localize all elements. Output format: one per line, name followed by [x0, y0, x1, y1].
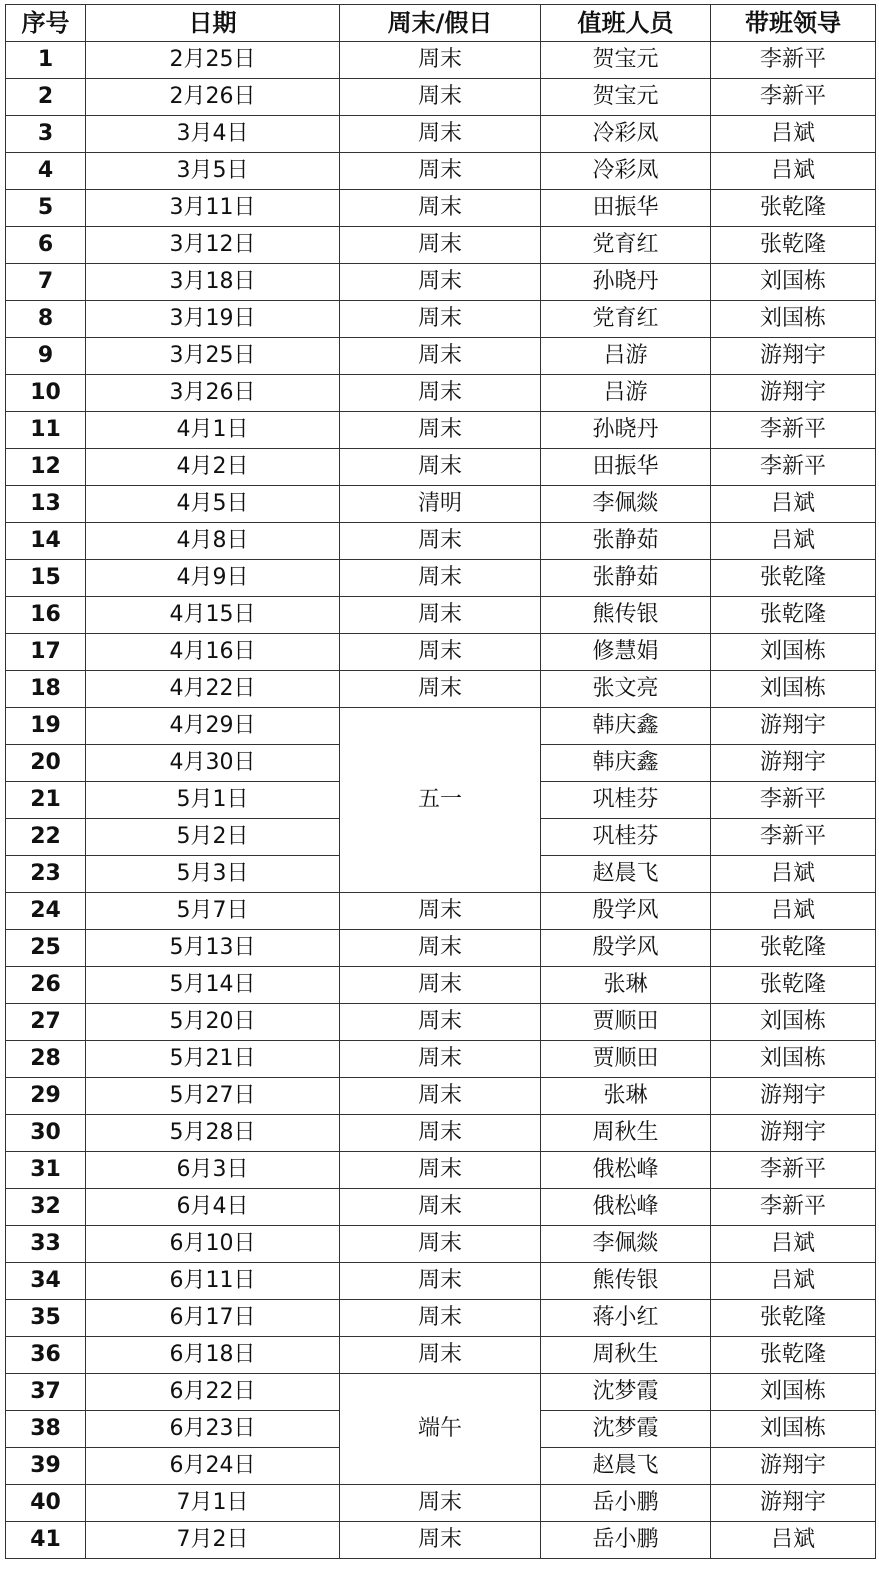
table-row: [6, 227, 876, 264]
cell-leader: 李新平: [711, 42, 876, 79]
cell-staff: 李佩燚: [541, 1226, 711, 1263]
cell-date: 3月12日: [86, 227, 340, 264]
cell-staff: 岳小鹏: [541, 1522, 711, 1559]
cell-staff: 修慧娟: [541, 634, 711, 671]
cell-seq: 30: [6, 1115, 86, 1152]
cell-date: 5月7日: [86, 893, 340, 930]
cell-day-type: 周末: [340, 449, 541, 486]
cell-staff: 冷彩凤: [541, 116, 711, 153]
cell-day-type: 周末: [340, 930, 541, 967]
cell-day-type: 周末: [340, 893, 541, 930]
cell-leader: 刘国栋: [711, 1374, 876, 1411]
cell-leader: 吕斌: [711, 893, 876, 930]
cell-leader: 张乾隆: [711, 190, 876, 227]
cell-date: 6月4日: [86, 1189, 340, 1226]
cell-date: 6月10日: [86, 1226, 340, 1263]
cell-staff: 巩桂芬: [541, 819, 711, 856]
table-row: [6, 1522, 876, 1559]
cell-staff: 巩桂芬: [541, 782, 711, 819]
cell-seq: 10: [6, 375, 86, 412]
cell-leader: 刘国栋: [711, 301, 876, 338]
cell-staff: 李佩燚: [541, 486, 711, 523]
cell-leader: 吕斌: [711, 1263, 876, 1300]
cell-seq: 17: [6, 634, 86, 671]
cell-day-type: 周末: [340, 1522, 541, 1559]
cell-date: 4月1日: [86, 412, 340, 449]
cell-seq: 2: [6, 79, 86, 116]
cell-staff: 张文亮: [541, 671, 711, 708]
cell-date: 5月2日: [86, 819, 340, 856]
cell-date: 3月11日: [86, 190, 340, 227]
cell-seq: 15: [6, 560, 86, 597]
cell-seq: 16: [6, 597, 86, 634]
cell-date: 6月11日: [86, 1263, 340, 1300]
cell-seq: 29: [6, 1078, 86, 1115]
table-row: [6, 1152, 876, 1189]
cell-date: 5月3日: [86, 856, 340, 893]
cell-day-type: 周末: [340, 375, 541, 412]
cell-staff: 熊传银: [541, 597, 711, 634]
table-row: [6, 486, 876, 523]
table-row: [6, 79, 876, 116]
cell-staff: 田振华: [541, 190, 711, 227]
cell-seq: 3: [6, 116, 86, 153]
cell-day-type: 周末: [340, 523, 541, 560]
cell-staff: 吕游: [541, 375, 711, 412]
cell-staff: 张静茹: [541, 560, 711, 597]
cell-seq: 38: [6, 1411, 86, 1448]
table-row: [6, 1374, 876, 1411]
cell-date: 6月23日: [86, 1411, 340, 1448]
cell-leader: 游翔宇: [711, 1485, 876, 1522]
cell-day-type: 周末: [340, 634, 541, 671]
table-row: [6, 153, 876, 190]
cell-leader: 李新平: [711, 1152, 876, 1189]
table-row: [6, 338, 876, 375]
cell-leader: 李新平: [711, 819, 876, 856]
cell-staff: 赵晨飞: [541, 1448, 711, 1485]
cell-seq: 9: [6, 338, 86, 375]
table-row: [6, 190, 876, 227]
cell-leader: 刘国栋: [711, 1411, 876, 1448]
cell-date: 6月18日: [86, 1337, 340, 1374]
cell-seq: 20: [6, 745, 86, 782]
cell-date: 3月5日: [86, 153, 340, 190]
cell-seq: 35: [6, 1300, 86, 1337]
cell-date: 6月24日: [86, 1448, 340, 1485]
cell-date: 3月25日: [86, 338, 340, 375]
table-row: [6, 893, 876, 930]
cell-leader: 游翔宇: [711, 708, 876, 745]
cell-staff: 殷学风: [541, 893, 711, 930]
cell-seq: 25: [6, 930, 86, 967]
table-row: [6, 301, 876, 338]
cell-seq: 36: [6, 1337, 86, 1374]
cell-seq: 8: [6, 301, 86, 338]
cell-day-type: 周末: [340, 560, 541, 597]
cell-staff: 岳小鹏: [541, 1485, 711, 1522]
header-row: [6, 5, 876, 42]
cell-date: 5月27日: [86, 1078, 340, 1115]
cell-staff: 孙晓丹: [541, 412, 711, 449]
header-leader: 带班领导: [711, 5, 876, 42]
cell-day-type: 周末: [340, 42, 541, 79]
cell-date: 3月26日: [86, 375, 340, 412]
header-day-type: 周末/假日: [340, 5, 541, 42]
cell-seq: 22: [6, 819, 86, 856]
table-row: [6, 1337, 876, 1374]
cell-date: 4月9日: [86, 560, 340, 597]
header-seq: 序号: [6, 5, 86, 42]
table-row: [6, 597, 876, 634]
table-row: [6, 1300, 876, 1337]
cell-day-type: 周末: [340, 79, 541, 116]
cell-leader: 张乾隆: [711, 1337, 876, 1374]
cell-staff: 熊传银: [541, 1263, 711, 1300]
cell-day-type: 周末: [340, 1300, 541, 1337]
cell-seq: 1: [6, 42, 86, 79]
cell-date: 6月3日: [86, 1152, 340, 1189]
cell-seq: 18: [6, 671, 86, 708]
cell-leader: 吕斌: [711, 153, 876, 190]
cell-day-type: 五一: [340, 708, 541, 893]
cell-day-type: 周末: [340, 1189, 541, 1226]
cell-day-type: 周末: [340, 1337, 541, 1374]
table-row: [6, 1189, 876, 1226]
cell-seq: 41: [6, 1522, 86, 1559]
cell-leader: 吕斌: [711, 1226, 876, 1263]
cell-seq: 32: [6, 1189, 86, 1226]
cell-date: 7月2日: [86, 1522, 340, 1559]
cell-date: 4月15日: [86, 597, 340, 634]
cell-staff: 党育红: [541, 301, 711, 338]
cell-leader: 刘国栋: [711, 264, 876, 301]
cell-seq: 14: [6, 523, 86, 560]
cell-staff: 蒋小红: [541, 1300, 711, 1337]
table-row: [6, 523, 876, 560]
cell-date: 4月29日: [86, 708, 340, 745]
cell-date: 5月20日: [86, 1004, 340, 1041]
cell-day-type: 周末: [340, 116, 541, 153]
cell-date: 5月1日: [86, 782, 340, 819]
cell-leader: 李新平: [711, 449, 876, 486]
cell-seq: 39: [6, 1448, 86, 1485]
cell-leader: 吕斌: [711, 1522, 876, 1559]
cell-day-type: 周末: [340, 967, 541, 1004]
cell-leader: 张乾隆: [711, 597, 876, 634]
cell-day-type: 周末: [340, 301, 541, 338]
cell-seq: 37: [6, 1374, 86, 1411]
table-row: [6, 264, 876, 301]
cell-date: 2月25日: [86, 42, 340, 79]
cell-seq: 31: [6, 1152, 86, 1189]
cell-day-type: 周末: [340, 1263, 541, 1300]
cell-staff: 党育红: [541, 227, 711, 264]
cell-day-type: 周末: [340, 153, 541, 190]
cell-staff: 俄松峰: [541, 1152, 711, 1189]
cell-seq: 26: [6, 967, 86, 1004]
cell-leader: 吕斌: [711, 856, 876, 893]
cell-staff: 贺宝元: [541, 79, 711, 116]
cell-staff: 吕游: [541, 338, 711, 375]
cell-staff: 周秋生: [541, 1115, 711, 1152]
table-row: [6, 671, 876, 708]
cell-leader: 张乾隆: [711, 560, 876, 597]
cell-seq: 34: [6, 1263, 86, 1300]
cell-date: 5月14日: [86, 967, 340, 1004]
cell-leader: 吕斌: [711, 523, 876, 560]
cell-day-type: 周末: [340, 1226, 541, 1263]
cell-staff: 张琳: [541, 967, 711, 1004]
cell-leader: 李新平: [711, 1189, 876, 1226]
cell-day-type: 周末: [340, 1152, 541, 1189]
table-row: [6, 375, 876, 412]
cell-date: 3月19日: [86, 301, 340, 338]
cell-leader: 李新平: [711, 79, 876, 116]
cell-seq: 19: [6, 708, 86, 745]
header-date: 日期: [86, 5, 340, 42]
cell-seq: 21: [6, 782, 86, 819]
cell-leader: 游翔宇: [711, 1078, 876, 1115]
cell-seq: 7: [6, 264, 86, 301]
cell-date: 5月21日: [86, 1041, 340, 1078]
cell-date: 6月22日: [86, 1374, 340, 1411]
cell-staff: 孙晓丹: [541, 264, 711, 301]
cell-leader: 张乾隆: [711, 967, 876, 1004]
cell-day-type: 周末: [340, 412, 541, 449]
cell-seq: 4: [6, 153, 86, 190]
cell-staff: 张静茹: [541, 523, 711, 560]
cell-date: 5月13日: [86, 930, 340, 967]
table-row: [6, 560, 876, 597]
cell-staff: 沈梦霞: [541, 1374, 711, 1411]
cell-day-type: 周末: [340, 1485, 541, 1522]
cell-leader: 游翔宇: [711, 745, 876, 782]
cell-date: 4月22日: [86, 671, 340, 708]
cell-staff: 韩庆鑫: [541, 745, 711, 782]
cell-date: 4月2日: [86, 449, 340, 486]
cell-seq: 6: [6, 227, 86, 264]
cell-seq: 24: [6, 893, 86, 930]
cell-leader: 刘国栋: [711, 1041, 876, 1078]
cell-seq: 33: [6, 1226, 86, 1263]
cell-staff: 俄松峰: [541, 1189, 711, 1226]
duty-roster-table: [5, 4, 876, 1559]
table-row: [6, 42, 876, 79]
cell-date: 2月26日: [86, 79, 340, 116]
cell-leader: 李新平: [711, 412, 876, 449]
header-staff: 值班人员: [541, 5, 711, 42]
cell-seq: 40: [6, 1485, 86, 1522]
table-row: [6, 412, 876, 449]
cell-leader: 张乾隆: [711, 227, 876, 264]
cell-day-type: 周末: [340, 1115, 541, 1152]
cell-day-type: 周末: [340, 190, 541, 227]
cell-staff: 田振华: [541, 449, 711, 486]
cell-day-type: 周末: [340, 227, 541, 264]
table-row: [6, 1041, 876, 1078]
cell-leader: 刘国栋: [711, 671, 876, 708]
cell-day-type: 周末: [340, 338, 541, 375]
cell-seq: 12: [6, 449, 86, 486]
cell-leader: 吕斌: [711, 116, 876, 153]
table-body: [6, 42, 876, 1559]
cell-seq: 13: [6, 486, 86, 523]
table-row: [6, 116, 876, 153]
cell-leader: 游翔宇: [711, 338, 876, 375]
cell-leader: 刘国栋: [711, 634, 876, 671]
cell-seq: 23: [6, 856, 86, 893]
table-row: [6, 1226, 876, 1263]
cell-staff: 贺宝元: [541, 42, 711, 79]
table-row: [6, 967, 876, 1004]
cell-leader: 张乾隆: [711, 1300, 876, 1337]
table-row: [6, 1004, 876, 1041]
table-row: [6, 1263, 876, 1300]
cell-day-type: 周末: [340, 671, 541, 708]
cell-date: 6月17日: [86, 1300, 340, 1337]
cell-seq: 28: [6, 1041, 86, 1078]
cell-date: 7月1日: [86, 1485, 340, 1522]
cell-staff: 赵晨飞: [541, 856, 711, 893]
cell-staff: 周秋生: [541, 1337, 711, 1374]
cell-day-type: 周末: [340, 1078, 541, 1115]
cell-leader: 游翔宇: [711, 375, 876, 412]
cell-day-type: 周末: [340, 1041, 541, 1078]
cell-date: 4月8日: [86, 523, 340, 560]
cell-leader: 刘国栋: [711, 1004, 876, 1041]
cell-staff: 韩庆鑫: [541, 708, 711, 745]
cell-seq: 27: [6, 1004, 86, 1041]
table-row: [6, 1078, 876, 1115]
cell-day-type: 周末: [340, 597, 541, 634]
cell-day-type: 周末: [340, 264, 541, 301]
cell-leader: 李新平: [711, 782, 876, 819]
table-row: [6, 1115, 876, 1152]
cell-seq: 5: [6, 190, 86, 227]
cell-leader: 游翔宇: [711, 1448, 876, 1485]
cell-day-type: 端午: [340, 1374, 541, 1485]
cell-staff: 殷学风: [541, 930, 711, 967]
cell-day-type: 周末: [340, 1004, 541, 1041]
table-row: [6, 449, 876, 486]
cell-staff: 沈梦霞: [541, 1411, 711, 1448]
cell-leader: 吕斌: [711, 486, 876, 523]
cell-date: 4月5日: [86, 486, 340, 523]
cell-date: 3月18日: [86, 264, 340, 301]
cell-date: 3月4日: [86, 116, 340, 153]
cell-staff: 冷彩凤: [541, 153, 711, 190]
cell-date: 4月16日: [86, 634, 340, 671]
table-row: [6, 708, 876, 745]
cell-date: 4月30日: [86, 745, 340, 782]
cell-staff: 贾顺田: [541, 1041, 711, 1078]
cell-staff: 张琳: [541, 1078, 711, 1115]
cell-leader: 张乾隆: [711, 930, 876, 967]
cell-date: 5月28日: [86, 1115, 340, 1152]
cell-staff: 贾顺田: [541, 1004, 711, 1041]
table-row: [6, 1485, 876, 1522]
cell-day-type: 清明: [340, 486, 541, 523]
table-row: [6, 930, 876, 967]
cell-seq: 11: [6, 412, 86, 449]
cell-leader: 游翔宇: [711, 1115, 876, 1152]
table-row: [6, 634, 876, 671]
